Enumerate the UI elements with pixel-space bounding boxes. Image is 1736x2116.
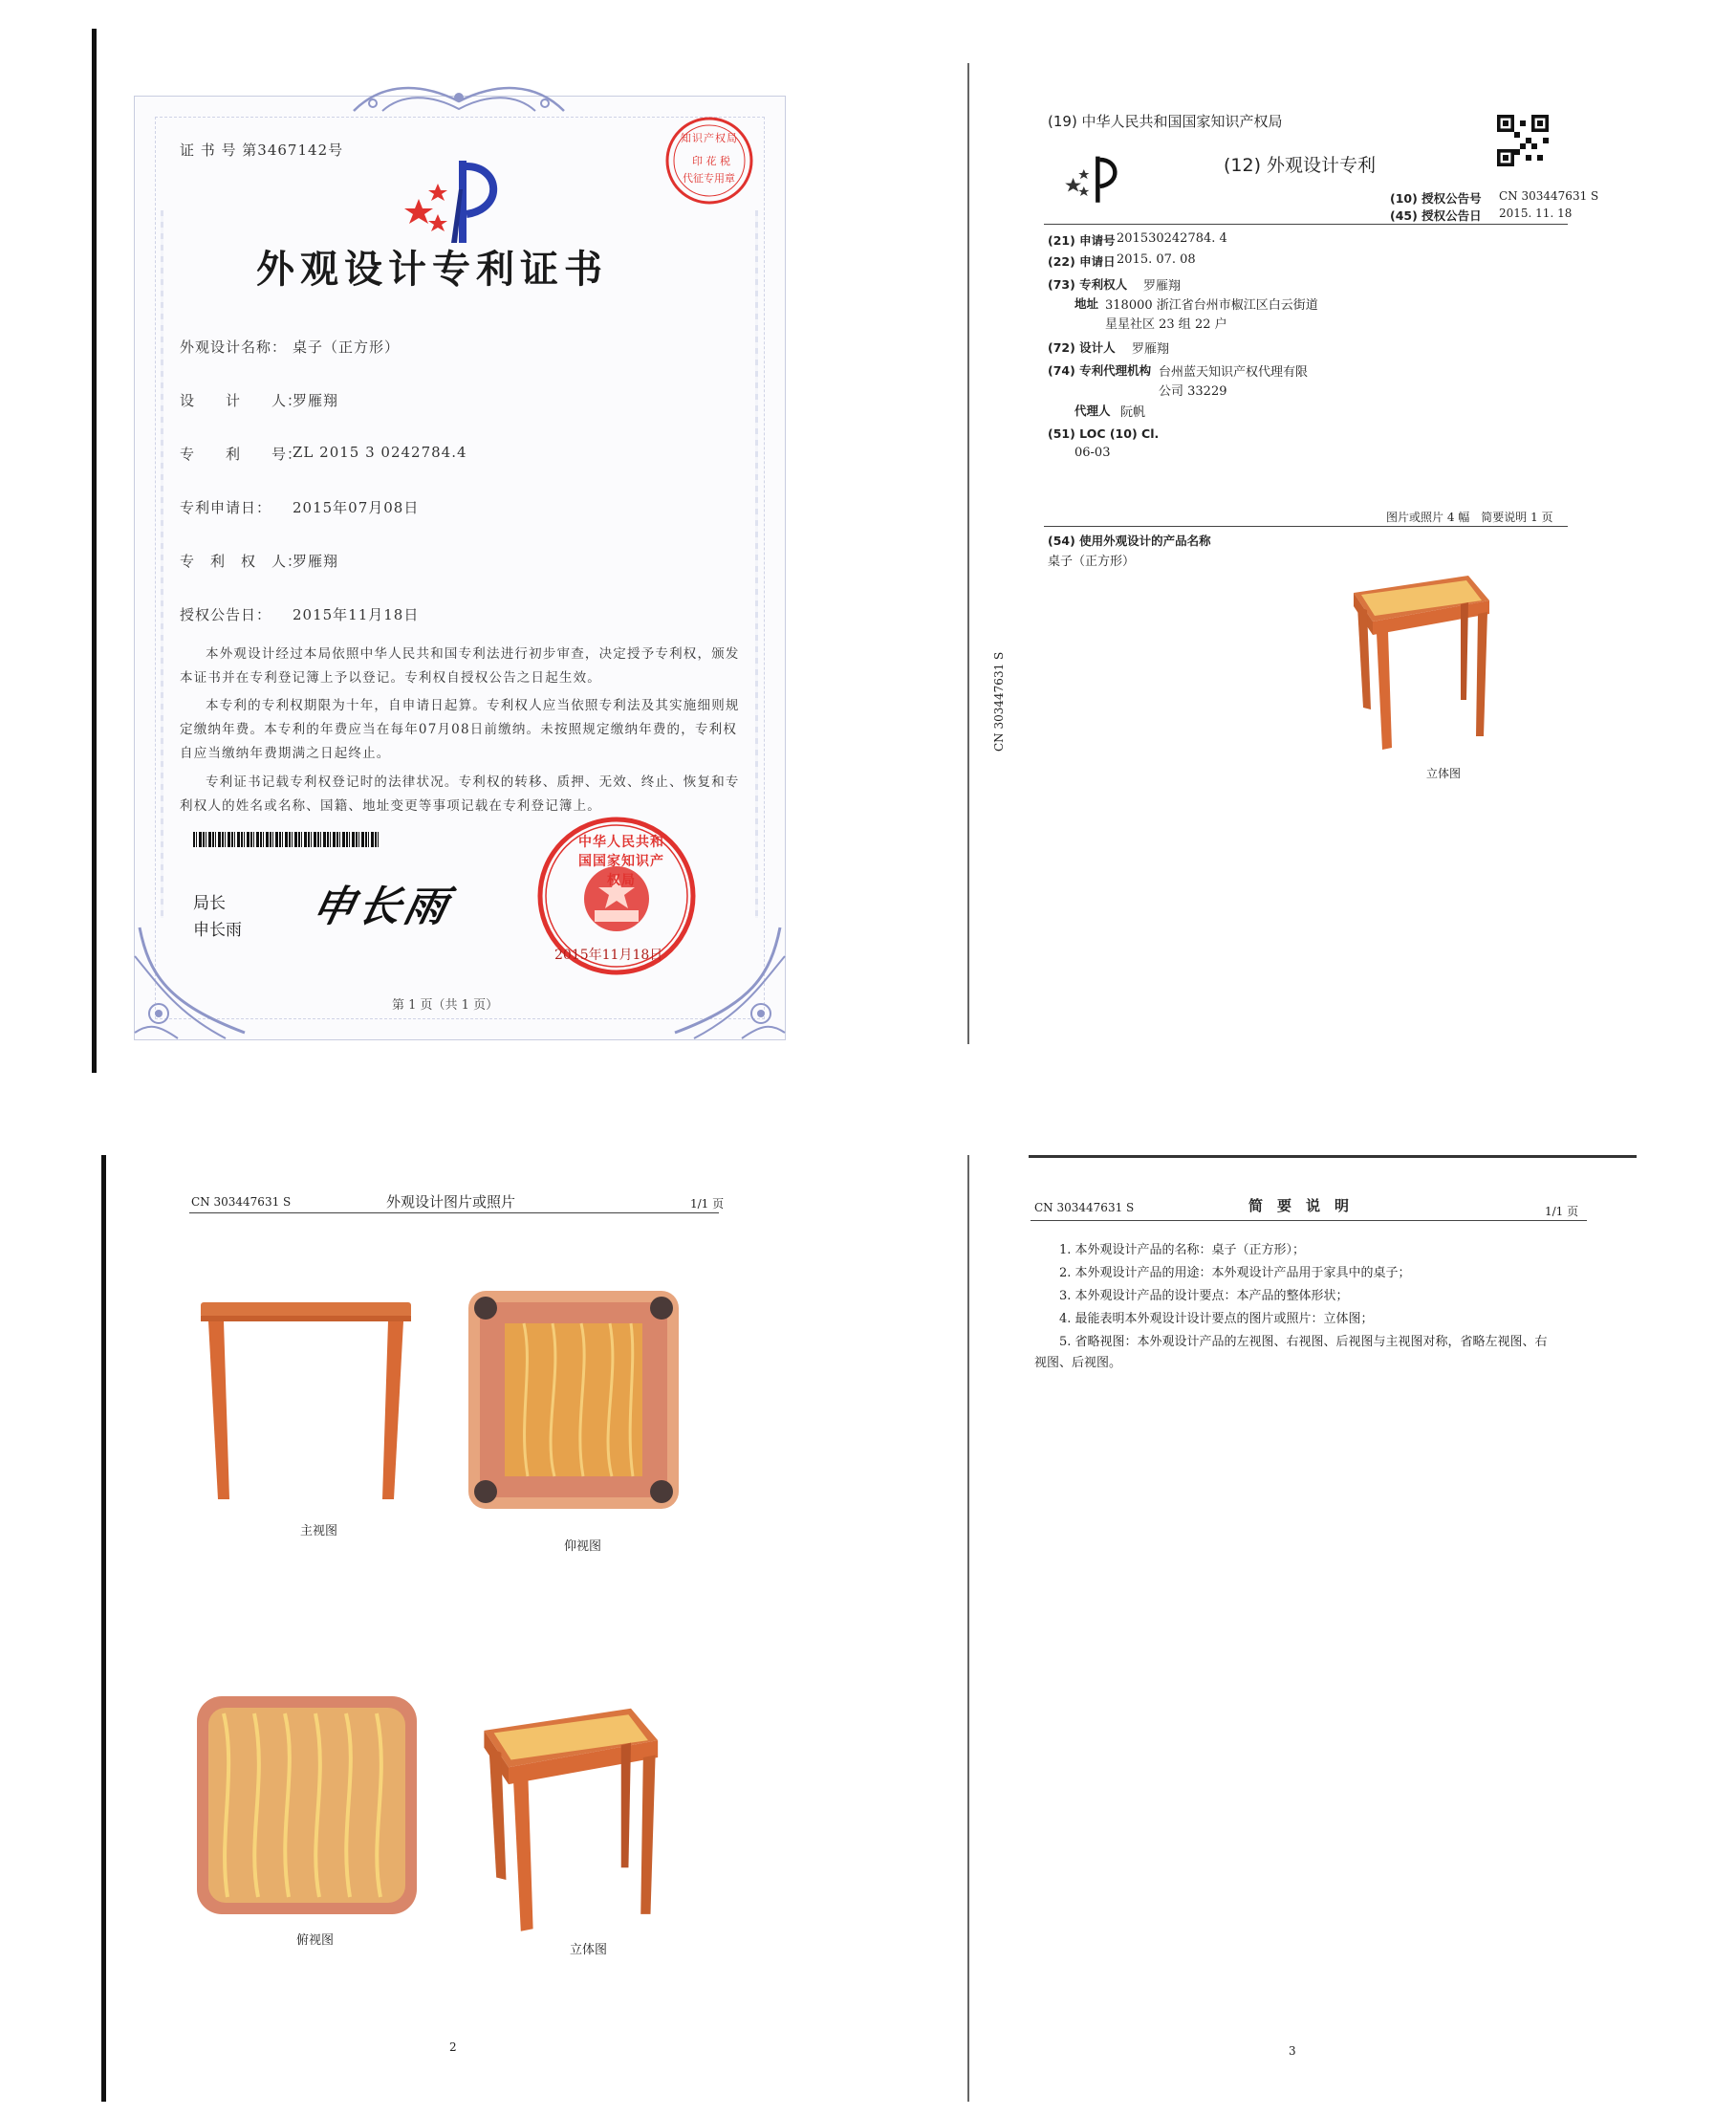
row-app-date-value: 2015. 07. 08 — [1117, 252, 1196, 267]
field-patent-no-value: ZL 2015 3 0242784.4 — [293, 444, 467, 461]
qr-code-icon — [1497, 115, 1549, 166]
row-app-no-value: 201530242784. 4 — [1117, 231, 1227, 246]
row-address-key: 地址 — [1074, 296, 1099, 311]
figure-perspective-view — [457, 1696, 683, 1941]
field-design-name-value: 桌子（正方形） — [293, 338, 401, 356]
patent-bulletin-page — [971, 63, 1660, 1044]
field-patentee-label: 专 利 权 人： — [180, 553, 303, 570]
row-designer-key: (72) 设计人 — [1048, 340, 1116, 355]
office-seal-text: 中华人民共和国国家知识产权局 — [578, 835, 664, 888]
summary-page-number: 3 — [1289, 2044, 1296, 2058]
scan-edge-bar-3 — [101, 1155, 106, 2102]
field-grant-date-label: 授权公告日： — [180, 606, 272, 623]
row-address-value-2: 星星社区 23 组 22 户 — [1105, 317, 1227, 332]
field-filing-date-label: 专利申请日： — [180, 499, 272, 516]
certificate-paragraph-1: 本外观设计经过本局依照中华人民共和国专利法进行初步审查，决定授予专利权，颁发本证书并在专利登记簿上予以登记。专利权自授权公告之日起生效。 — [180, 646, 740, 686]
certificate-footer-page: 第 1 页（共 1 页） — [392, 998, 499, 1013]
summary-item-1: 1. 本外观设计产品的名称：桌子（正方形）； — [1059, 1243, 1306, 1257]
pub-date-value: 2015. 11. 18 — [1499, 207, 1573, 220]
bulletin-office: (19) 中华人民共和国国家知识产权局 — [1048, 113, 1283, 130]
summary-top-edge — [1029, 1155, 1637, 1158]
row-loc-key: (51) LOC (10) Cl. — [1048, 426, 1160, 441]
scan-edge-bar — [92, 29, 97, 1073]
row-designer-value: 罗雁翔 — [1132, 342, 1170, 357]
field-grant-date-value: 2015年11月18日 — [293, 606, 420, 623]
summary-item-5: 5. 省略视图：本外观设计产品的左视图、右视图、后视图与主视图对称，省略左视图、右 — [1059, 1335, 1548, 1349]
summary-item-3: 3. 本外观设计产品的设计要点：本产品的整体形状； — [1059, 1289, 1349, 1303]
figures-header-title: 外观设计图片或照片 — [386, 1193, 516, 1211]
row-loc-value: 06-03 — [1074, 446, 1111, 460]
pub-no-label: (10) 授权公告号 — [1390, 191, 1482, 206]
figures-header-right: 1/1 页 — [690, 1197, 725, 1211]
row-agency-value: 台州蓝天知识产权代理有限 — [1159, 365, 1309, 380]
tax-stamp-text-top: 知识产权局 — [681, 132, 738, 144]
field-patentee-value: 罗雁翔 — [293, 553, 339, 570]
bulletin-counts: 图片或照片 4 幅 简要说明 1 页 — [1386, 511, 1553, 524]
office-seal-date: 2015年11月18日 — [554, 948, 663, 963]
row-app-no-key: (21) 申请号 — [1048, 233, 1116, 248]
figures-page-number: 2 — [449, 2040, 457, 2054]
field-designer-value: 罗雁翔 — [293, 392, 339, 409]
caption-front-view: 主视图 — [300, 1524, 338, 1538]
certificate-number: 证 书 号 第3467142号 — [180, 142, 344, 159]
pub-date-label: (45) 授权公告日 — [1390, 208, 1482, 223]
summary-page — [971, 1159, 1660, 2102]
row-agent-value: 阮帆 — [1120, 405, 1146, 420]
director-signature: 申长雨 — [307, 883, 456, 931]
product-name-label: (54) 使用外观设计的产品名称 — [1048, 534, 1211, 548]
bulletin-doc-type: (12) 外观设计专利 — [1224, 155, 1377, 176]
row-patentee-value: 罗雁翔 — [1143, 279, 1182, 294]
figures-header-left: CN 303447631 S — [191, 1195, 292, 1209]
scan-edge-bar-4 — [967, 1155, 969, 2102]
certificate-barcode — [193, 832, 380, 847]
caption-perspective-view: 立体图 — [570, 1943, 608, 1957]
table-perspective-figure — [1335, 566, 1507, 757]
row-patentee-key: (73) 专利权人 — [1048, 277, 1128, 292]
right-decor-line — [755, 210, 758, 918]
row-agent-key: 代理人 — [1074, 404, 1111, 418]
field-designer-label: 设 计 人： — [180, 392, 303, 409]
summary-header-title: 简 要 说 明 — [1248, 1197, 1350, 1214]
product-name-value: 桌子（正方形） — [1048, 555, 1136, 569]
row-agency-key: (74) 专利代理机构 — [1048, 363, 1152, 378]
figure-top-view — [195, 1694, 419, 1916]
bulletin-rule-mid — [1044, 526, 1568, 527]
summary-item-5-cont: 视图、后视图。 — [1034, 1356, 1122, 1370]
field-filing-date-value: 2015年07月08日 — [293, 499, 420, 516]
bulletin-side-text: CN 303447631 S — [992, 651, 1006, 752]
summary-header-rule — [1031, 1220, 1587, 1221]
left-decor-line — [161, 210, 163, 918]
row-address-value: 318000 浙江省台州市椒江区白云街道 — [1105, 298, 1318, 313]
bulletin-rule-top — [1044, 224, 1568, 225]
figures-page — [109, 1155, 765, 2102]
summary-item-2: 2. 本外观设计产品的用途：本外观设计产品用于家具中的桌子； — [1059, 1266, 1411, 1280]
figures-header-rule — [189, 1212, 719, 1213]
scan-edge-bar-2 — [967, 63, 969, 1044]
sipo-logo-icon — [400, 151, 514, 247]
director-name: 申长雨 — [193, 921, 242, 940]
certificate-title: 外观设计专利证书 — [256, 247, 608, 292]
row-agency-value-2: 公司 33229 — [1159, 384, 1227, 399]
row-app-date-key: (22) 申请日 — [1048, 254, 1116, 269]
caption-bottom-view: 仰视图 — [564, 1539, 602, 1554]
certificate-paragraph-2: 本专利的专利权期限为十年，自申请日起算。专利权人应当依照专利法及其实施细则规定缴纳年费。本专利的年费应当在每年07月08日前缴纳。未按照规定缴纳年费的，专利权自应当缴纳年费期满之日起终止。 — [180, 698, 740, 761]
patent-certificate — [134, 96, 786, 1040]
summary-header-left: CN 303447631 S — [1034, 1201, 1135, 1214]
summary-header-right: 1/1 页 — [1545, 1205, 1579, 1218]
tax-stamp-text-1: 印 花 税 — [692, 155, 730, 167]
ornament-top-icon — [344, 82, 574, 120]
bulletin-sipo-logo-icon — [1061, 151, 1128, 205]
certificate-paragraph-3: 专利证书记载专利权登记时的法律状况。专利权的转移、质押、无效、终止、恢复和专利权人的姓名或名称、国籍、地址变更等事项记载在专利登记簿上。 — [180, 774, 740, 814]
director-title: 局长 — [193, 894, 226, 913]
pub-no-value: CN 303447631 S — [1499, 189, 1599, 203]
figure-bottom-view — [467, 1289, 681, 1511]
caption-top-view: 俯视图 — [296, 1933, 335, 1948]
tax-stamp-text-2: 代征专用章 — [683, 172, 735, 185]
field-patent-no-label: 专 利 号： — [180, 446, 303, 463]
figure-front-view — [197, 1298, 417, 1509]
field-design-name-label: 外观设计名称： — [180, 338, 288, 356]
bulletin-figure-caption: 立体图 — [1426, 767, 1462, 780]
summary-item-4: 4. 最能表明本外观设计设计要点的图片或照片：立体图； — [1059, 1312, 1374, 1326]
